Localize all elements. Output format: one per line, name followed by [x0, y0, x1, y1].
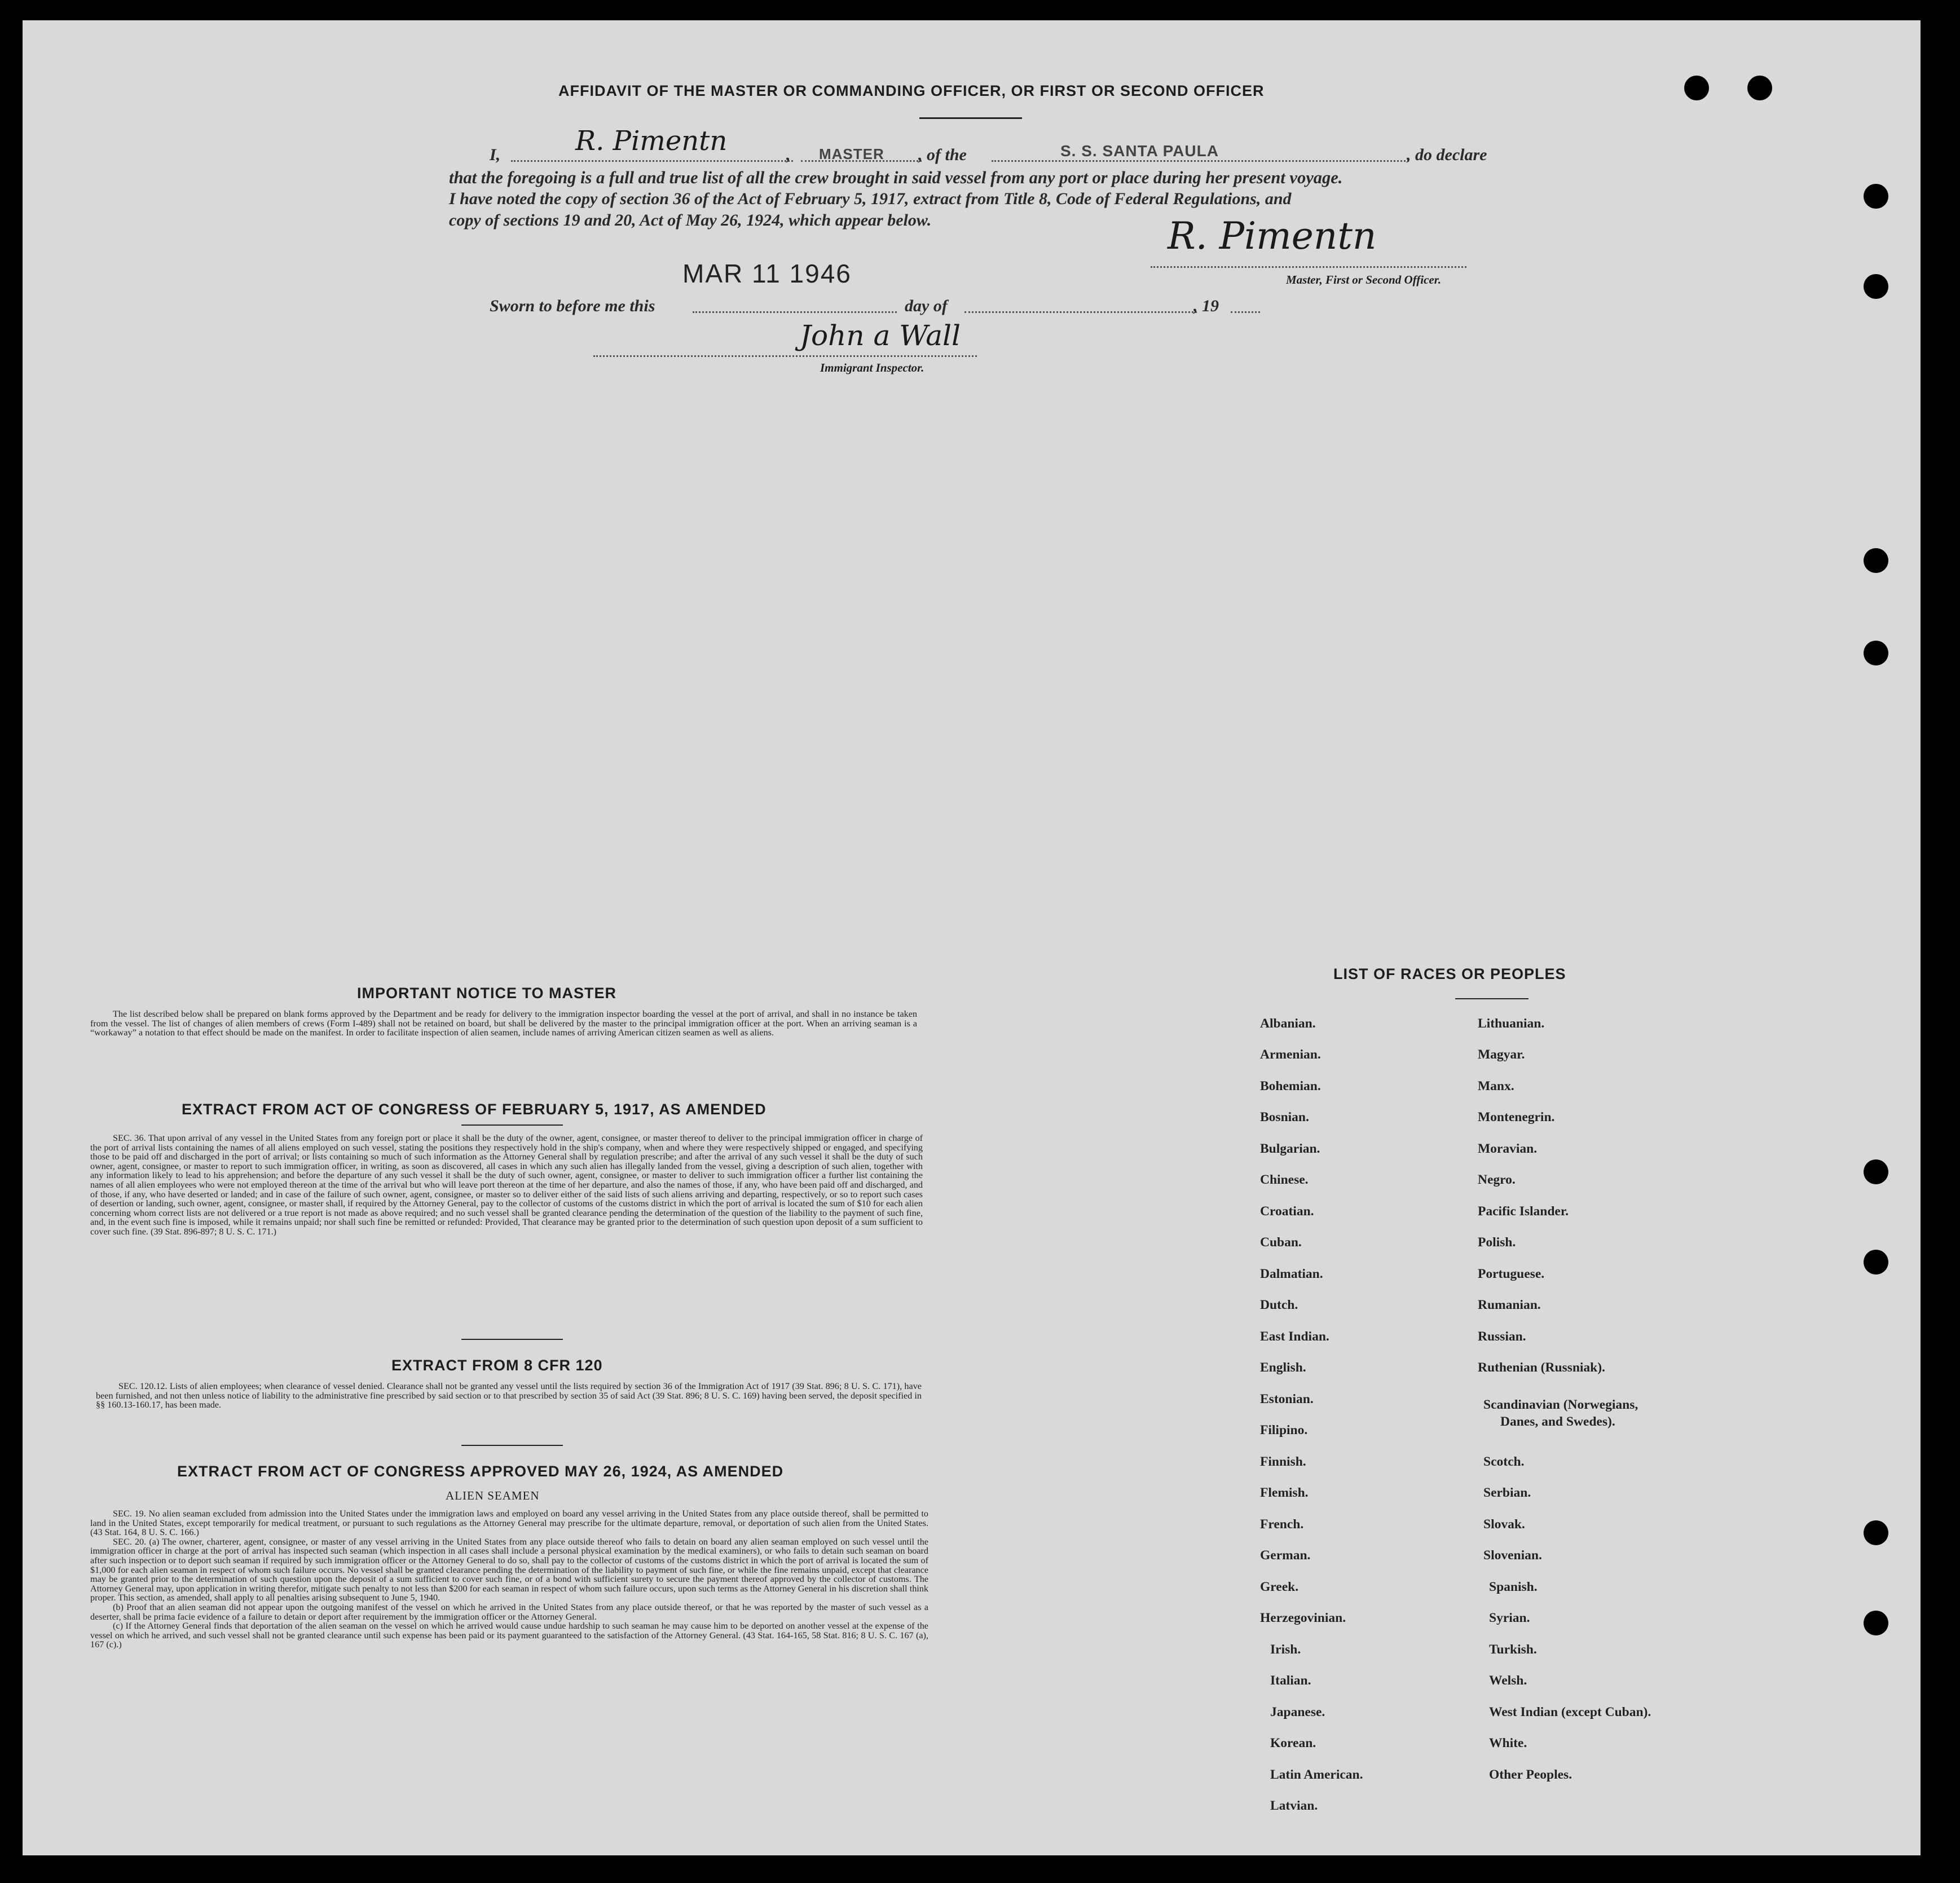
master-sign-line	[1151, 266, 1466, 268]
race-item: Lithuanian.	[1478, 1016, 1545, 1031]
race-item: German.	[1260, 1548, 1311, 1563]
declaration-line-4: copy of sections 19 and 20, Act of May 26, 1924, which appear below.	[449, 211, 932, 230]
race-item: East Indian.	[1260, 1329, 1329, 1344]
race-item: Croatian.	[1260, 1204, 1314, 1219]
race-item: Scotch.	[1483, 1454, 1525, 1469]
declaration-line-3: I have noted the copy of section 36 of the Act of February 5, 1917, extract from Title 8, Code of Federal Regulations, and	[449, 189, 1292, 208]
race-item: Rumanian.	[1478, 1298, 1541, 1312]
sworn-label: Sworn to before me this	[490, 297, 655, 315]
declaration-i: I,	[490, 145, 501, 164]
race-item: Finnish.	[1260, 1454, 1306, 1469]
race-item: Bohemian.	[1260, 1079, 1321, 1093]
extract-1917-text: SEC. 36. That upon arrival of any vessel in the United States from any foreign port or place it shall be the duty of the owner, agent, consignee, or master thereof to deliver to the principal immigration officer in charge of the port of arrival lists containing the names of all aliens employed on such vessel, stating the positions they respectively hold in the ship's company, when and where they were respectively shipped or engaged, and specifying those to be paid off and discharged in the port of arrival; or lists containing so much of such information as the Attorney General shall by regulation prescribe; and after the arrival of any such vessel it shall be the duty of such owner, agent, consignee, or master to report to such immigration officer, in writing, as soon as discovered, all cases in which any such alien has illegally landed from the vessel, giving a description of such alien, together with any information likely to lead to his apprehension; and before the departure of any such vessel it shall be the duty of such owner, agent, consignee, or master to deliver to such immigration officer a further list containing the names of all alien employees who were not employed thereon at the time of the arrival but who will leave port thereon at the time of her departure, and also the names of those, if any, who have been paid off and discharged, and of those, if any, who have deserted or landed; and in case of the failure of such owner, agent, consignee, or master so to deliver either of the said lists of such aliens arriving and departing, respectively, or so to report such cases of desertion or landing, such owner, agent, consignee, or master shall, if required by the Attorney General, pay to the collector of customs of the customs district in which the port of arrival is located the sum of $10 for each alien concerning whom correct lists are not delivered or a true report is not made as above required; and no such vessel shall be granted clearance pending the determination of the question of the liability to the payment of such fine, and, in the event such fine is imposed, while it remains unpaid; nor shall such fine be remitted or refunded: Provided, That clearance may be granted prior to the determination of such question upon deposit of a sum sufficient to cover such fine. (39 Stat. 896-897; 8 U. S. C. 171.)	[90, 1133, 923, 1237]
sworn-day-line	[693, 311, 897, 313]
race-item: Welsh.	[1489, 1673, 1527, 1688]
sworn-year-line	[1231, 311, 1260, 313]
race-item: Korean.	[1270, 1736, 1316, 1750]
signer-signature: R. Pimentn	[575, 125, 728, 157]
extract-cfr-text: SEC. 120.12. Lists of alien employees; when clearance of vessel denied. Clearance shall not be granted any vessel until the lists required by section 36 of the Immigration Act of 1917 (39 Stat. 896; 8 U. S. C. 171), have been furnished, and not then unless notice of liability to the administrative fine prescribed by said section or to that prescribed by section 35 of said Act (39 Stat. 896; 8 U. S. C. 169) having been served, the deposit specified in §§ 160.13-160.17, has been made.	[96, 1381, 922, 1410]
races-title-rule	[1455, 998, 1529, 999]
punch-hole	[1864, 548, 1888, 573]
affidavit-title: AFFIDAVIT OF THE MASTER OR COMMANDING OFFICER, OR FIRST OR SECOND OFFICER	[558, 82, 1265, 99]
race-item: Dalmatian.	[1260, 1267, 1323, 1281]
punch-hole	[1864, 274, 1888, 299]
notice-text: The list described below shall be prepared on blank forms approved by the Department and be ready for delivery to the immigration inspector boarding the vessel at the port of arrival, and shall in no instance be taken from the vessel. The list of changes of alien members of crews (Form I-489) shall not be retained on board, but shall be delivered by the master to the principal immigration officer at the port. When an arriving seaman is a “workaway” a notation to that effect should be made on the manifest. In order to facilitate inspection of alien seamen, include names of arriving American citizen seamen as well as aliens.	[90, 1009, 917, 1038]
vessel-fill-line	[992, 160, 1409, 162]
date-stamp: MAR 11 1946	[682, 259, 852, 288]
race-item: Ruthenian (Russniak).	[1478, 1360, 1605, 1375]
race-item: Danes, and Swedes).	[1500, 1414, 1615, 1429]
divider	[461, 1124, 563, 1126]
race-item: Armenian.	[1260, 1047, 1321, 1062]
race-item: Bulgarian.	[1260, 1141, 1320, 1156]
race-item: Flemish.	[1260, 1485, 1309, 1500]
race-item: Estonian.	[1260, 1392, 1314, 1406]
extract-1924-text: SEC. 19. No alien seaman excluded from admission into the United States under the immigration laws and employed on board any vessel arriving in the United States from any place outside thereof, shall be permitted to land in the United States, except temporarily for medical treatment, or pursuant to such regulations as the Attorney General may prescribe for the ultimate departure, removal, or deportation of such alien from the United States. (43 Stat. 164, 8 U. S. C. 166.) SEC. 20. (a) The owner, charterer, agent, consignee, or master of any vessel arriving in the United States from any place outside thereof who fails to detain on board any alien seaman employed on such vessel until the immigration officer in charge at the port of arrival has inspected such seaman (which inspection in all cases shall include a personal physical examination by the medical examiners), or who fails to detain such seaman on board after such inspection or to deport such seaman if required by such immigration officer or the Attorney General to do so, shall pay to the collector of customs of the customs district in which the port of arrival is located the sum of $1,000 for each alien seaman in respect of whom such failure occurs. No vessel shall be granted clearance pending the determination of the liability to payment of such fine, or while the fine remains unpaid, except that clearance may be granted prior to the determination of such question upon the deposit of a sum sufficient to cover such fine, or of a bond with sufficient surety to secure the payment thereof approved by the collector of customs. The Attorney General may, upon application in writing therefor, mitigate such penalty to not less than $200 for each seaman in respect of whom such failure occurs, upon such terms as the Attorney General in his discretion shall think proper. This section, as amended, shall apply to all penalties arising subsequent to June 5, 1940. (b) Proof that an alien seaman did not appear upon the outgoing manifest of the vessel on which he arrived in the United States from any place outside thereof, or that he was reported by the master of such vessel as a deserter, shall be prima facie evidence of a failure to detain or deport after requirement by the immigration officer or the Attorney General. (c) If the Attorney General finds that deportation of the alien seaman on the vessel on which he arrived would cause undue hardship to such seaman he may cause him to be deported on another vessel at the expense of the vessel on which he arrived, and such vessel shall not be granted clearance until such expense has been paid or its payment guaranteed to the satisfaction of the Attorney General. (43 Stat. 164-165, 58 Stat. 816; 8 U. S. C. 167 (a), 167 (c).)	[90, 1509, 928, 1650]
punch-hole	[1864, 1520, 1888, 1545]
extract-1917-title: EXTRACT FROM ACT OF CONGRESS OF FEBRUARY 5, 1917, AS AMENDED	[182, 1101, 767, 1118]
race-item: Other Peoples.	[1489, 1767, 1573, 1782]
race-item: Turkish.	[1489, 1642, 1537, 1657]
master-signature: R. Pimentn	[1168, 214, 1377, 258]
race-item: Russian.	[1478, 1329, 1526, 1344]
race-item: Albanian.	[1260, 1016, 1316, 1031]
race-item: Magyar.	[1478, 1047, 1525, 1062]
year-label: , 19	[1193, 297, 1219, 315]
extract-1924-title: EXTRACT FROM ACT OF CONGRESS APPROVED MAY 26, 1924, AS AMENDED	[177, 1463, 784, 1480]
declaration-line-2: that the foregoing is a full and true list of all the crew brought in said vessel from any port or place during her present voyage.	[449, 168, 1343, 187]
inspector-sign-line	[593, 355, 977, 357]
divider	[461, 1445, 563, 1446]
race-item: Slovak.	[1483, 1517, 1525, 1532]
punch-hole	[1747, 76, 1772, 100]
race-item: Syrian.	[1489, 1611, 1530, 1625]
punch-hole	[1684, 76, 1709, 100]
race-item: Italian.	[1270, 1673, 1311, 1688]
race-item: Manx.	[1478, 1079, 1514, 1093]
race-item: Greek.	[1260, 1580, 1299, 1594]
master-caption: Master, First or Second Officer.	[1286, 273, 1441, 286]
race-item: Scandinavian (Norwegians,	[1483, 1397, 1639, 1412]
race-item: Slovenian.	[1483, 1548, 1542, 1563]
race-item: Dutch.	[1260, 1298, 1298, 1312]
inspector-caption: Immigrant Inspector.	[820, 361, 924, 374]
divider	[461, 1339, 563, 1340]
punch-hole	[1864, 1159, 1888, 1184]
race-item: Japanese.	[1270, 1705, 1325, 1719]
race-item: Latvian.	[1270, 1798, 1318, 1813]
race-item: Pacific Islander.	[1478, 1204, 1569, 1219]
punch-hole	[1864, 184, 1888, 209]
vessel-name: S. S. SANTA PAULA	[1060, 142, 1219, 160]
inspector-signature: John a Wall	[800, 319, 961, 352]
race-item: White.	[1489, 1736, 1527, 1750]
rank-value: MASTER	[819, 145, 884, 162]
signer-fill-line	[511, 160, 793, 162]
alien-seamen-subtitle: ALIEN SEAMEN	[446, 1489, 540, 1502]
race-item: English.	[1260, 1360, 1306, 1375]
race-item: Latin American.	[1270, 1767, 1363, 1782]
punch-hole	[1864, 1250, 1888, 1275]
title-rule	[919, 117, 1022, 119]
race-item: French.	[1260, 1517, 1304, 1532]
race-item: West Indian (except Cuban).	[1489, 1705, 1651, 1719]
race-item: Herzegovinian.	[1260, 1611, 1346, 1625]
race-item: Polish.	[1478, 1235, 1516, 1250]
race-item: Montenegrin.	[1478, 1110, 1555, 1124]
punch-hole	[1864, 641, 1888, 665]
race-item: Cuban.	[1260, 1235, 1302, 1250]
race-item: Bosnian.	[1260, 1110, 1309, 1124]
race-item: Moravian.	[1478, 1141, 1538, 1156]
punch-hole	[1864, 1611, 1888, 1635]
day-label: day of	[905, 297, 948, 315]
race-item: Irish.	[1270, 1642, 1301, 1657]
race-item: Spanish.	[1489, 1580, 1538, 1594]
race-item: Serbian.	[1483, 1485, 1531, 1500]
extract-cfr-title: EXTRACT FROM 8 CFR 120	[391, 1357, 603, 1374]
race-item: Negro.	[1478, 1172, 1516, 1187]
race-item: Filipino.	[1260, 1423, 1308, 1437]
notice-title: IMPORTANT NOTICE TO MASTER	[357, 985, 616, 1002]
race-item: Portuguese.	[1478, 1267, 1545, 1281]
race-item: Chinese.	[1260, 1172, 1309, 1187]
sworn-month-line	[964, 311, 1197, 313]
races-title: LIST OF RACES OR PEOPLES	[1333, 965, 1566, 982]
